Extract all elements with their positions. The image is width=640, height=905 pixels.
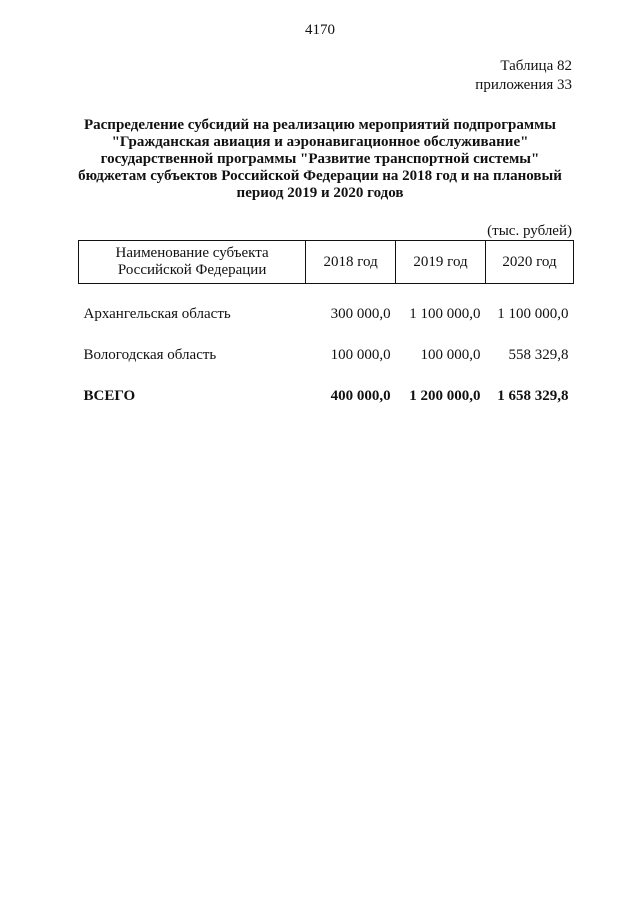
value-2020: 1 100 000,0: [497, 306, 569, 322]
value-2018: 100 000,0: [330, 347, 391, 363]
total-2019: 1 200 000,0: [409, 388, 481, 404]
title-line: период 2019 и 2020 годов: [236, 185, 404, 201]
title-line: Распределение субсидий на реализацию мероприятий подпрограммы: [83, 117, 557, 133]
header-2020: 2020 год: [486, 241, 574, 284]
region-name: Архангельская область: [83, 306, 231, 322]
subsidy-table: [78, 240, 574, 417]
table-reference: [475, 57, 572, 95]
total-2020: 1 658 329,8: [497, 388, 569, 404]
value-2020: 558 329,8: [508, 347, 569, 363]
total-label: ВСЕГО: [83, 388, 136, 404]
value-2018: 300 000,0: [330, 306, 391, 322]
header-2018: 2018 год: [306, 241, 396, 284]
region-name: Вологодская область: [83, 347, 217, 363]
value-2019: 100 000,0: [420, 347, 481, 363]
total-2018: 400 000,0: [330, 388, 391, 404]
page-number: 4170: [305, 22, 335, 38]
table-reference-line1: Таблица 82: [500, 58, 572, 74]
title-line: бюджетам субъектов Российской Федерации на 2018 год и на плановый: [78, 168, 562, 184]
header-2019: 2019 год: [396, 241, 486, 284]
table-row: [79, 294, 574, 335]
total-row: [79, 376, 574, 417]
title-line: "Гражданская авиация и аэронавигационное обслуживание": [111, 134, 529, 150]
table-row: [79, 335, 574, 376]
title-line: государственной программы "Развитие транспортной системы": [100, 151, 540, 167]
header-region-name: Наименование субъекта Российской Федерации: [79, 241, 306, 284]
document-title: [70, 117, 570, 202]
value-2019: 1 100 000,0: [409, 306, 481, 322]
table-reference-line2: приложения 33: [475, 77, 572, 93]
units-note: (тыс. рублей): [487, 223, 572, 239]
table-header-row: [79, 241, 574, 284]
